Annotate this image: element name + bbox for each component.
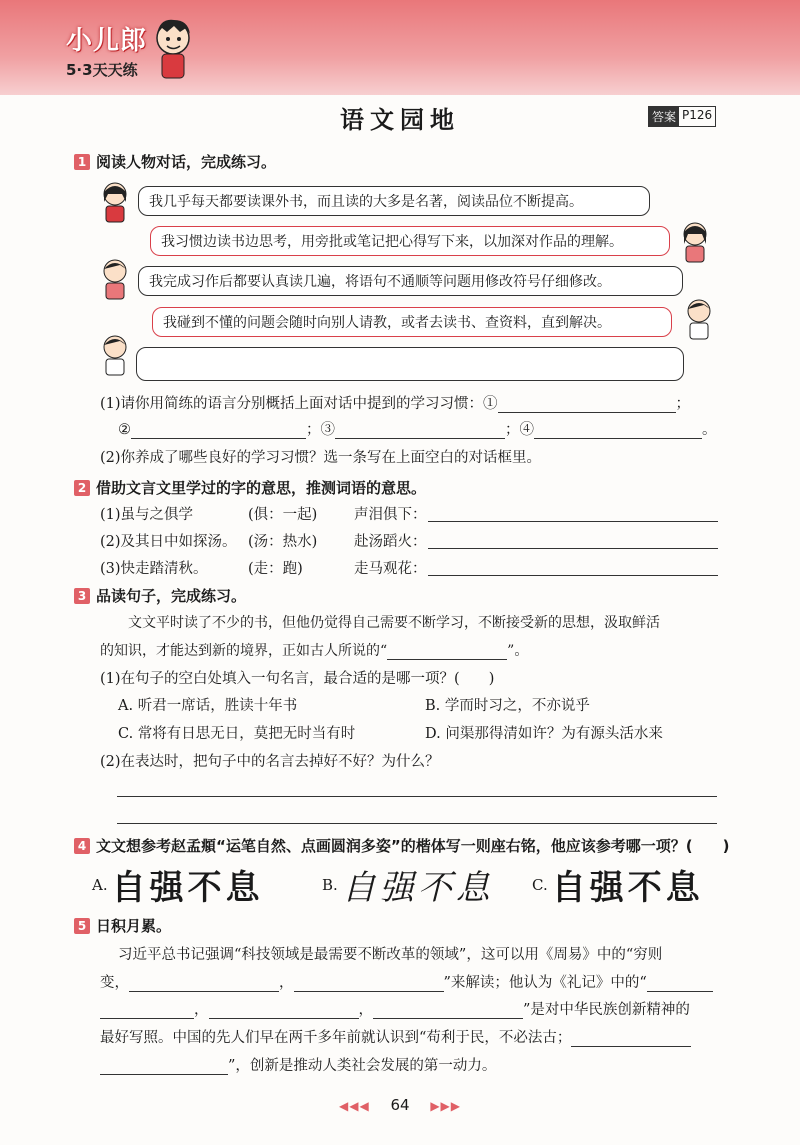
q5-line-1: 习近平总书记强调“科技领域是最需要不断改革的领域”，这可以用《周易》中的“穷则 (118, 947, 663, 963)
q5-heading (74, 915, 171, 936)
answer-line[interactable] (117, 796, 717, 797)
q5-text: ， (279, 975, 294, 991)
q5-text: ”是对中华民族创新精神的 (523, 1002, 690, 1018)
q3-passage-2b: ”。 (507, 643, 529, 659)
q2-row-2-word: 赴汤蹈火： (354, 534, 427, 550)
q3-passage-2a: 的知识，才能达到新的境界，正如古人所说的“ (100, 643, 388, 659)
q1-label-3: ；③ (306, 422, 335, 438)
dialog-bubble-4: 我碰到不懂的问题会随时向别人请教，或者去读书、查资料，直到解决。 (152, 307, 672, 337)
q5-text: 最好写照。中国的先人们早在两千多年前就认识到“苟利于民，不必法古； (100, 1030, 572, 1046)
boy-avatar-icon (98, 257, 132, 301)
answer-blank[interactable] (373, 1002, 523, 1019)
dialog-bubble-1: 我几乎每天都要读课外书，而且读的大多是名著，阅读品位不断提高。 (138, 186, 650, 216)
answer-blank[interactable] (131, 422, 306, 439)
q1-sub1-cont (118, 418, 717, 439)
answer-blank[interactable] (129, 975, 279, 992)
q2-row-3-hint: (走：跑) (248, 561, 303, 577)
answer-blank[interactable] (571, 1030, 691, 1047)
girl-avatar-icon (678, 220, 712, 264)
answer-reference (648, 106, 716, 127)
q4-option-c-label: C. (532, 875, 548, 894)
q4-option-c-text: 自强不息 (551, 868, 704, 908)
q4-option-a-label: A. (92, 875, 108, 894)
q2-number: 2 (74, 480, 90, 496)
answer-line[interactable] (117, 823, 717, 824)
answer-page: P126 (682, 108, 713, 122)
answer-blank[interactable] (335, 422, 505, 439)
q5-text: ”，创新是推动人类社会发展的第一动力。 (228, 1058, 497, 1074)
q5-text: ， (194, 1002, 209, 1018)
q5-line-3 (100, 998, 690, 1019)
q3-option-b[interactable]: B. 学而时习之，不亦说乎 (425, 698, 590, 714)
answer-line[interactable] (428, 575, 718, 576)
boy-avatar-icon (98, 333, 132, 377)
answer-label: 答案 (649, 107, 679, 126)
answer-blank[interactable] (100, 1002, 194, 1019)
q3-heading (74, 585, 246, 606)
logo-sub-text: 5·3天天练 (66, 61, 138, 79)
q2-row-1-word: 声泪俱下： (354, 507, 427, 523)
answer-blank[interactable] (387, 643, 507, 660)
q4-option-b-label: B. (322, 875, 338, 894)
q1-sub1 (100, 392, 690, 413)
q4-option-b[interactable] (322, 860, 494, 909)
answer-line[interactable] (428, 521, 718, 522)
q3-option-d[interactable]: D. 问渠那得清如许？为有源头活水来 (425, 726, 663, 742)
dialog-bubble-3: 我完成习作后都要认真读几遍，将语句不通顺等问题用修改符号仔细修改。 (138, 266, 683, 296)
page-title: 语文园地 (340, 106, 460, 134)
logo-main-text: 小儿郎 (66, 26, 148, 56)
left-arrows-icon: ◀◀◀ (338, 1099, 370, 1113)
mascot-icon (150, 14, 196, 84)
q1-sub2: (2)你养成了哪些良好的学习习惯？选一条写在上面空白的对话框里。 (100, 450, 542, 466)
blank-dialog-bubble[interactable] (136, 347, 684, 381)
q4-option-a[interactable] (92, 860, 264, 909)
q2-row-2-left: (2)及其日中如探汤。 (100, 534, 237, 550)
q1-title: 阅读人物对话，完成练习。 (96, 153, 277, 171)
q2-row-1-left: (1)虽与之俱学 (100, 507, 194, 523)
q5-line-5 (100, 1054, 496, 1075)
q5-number: 5 (74, 918, 90, 934)
q5-line-4 (100, 1026, 691, 1047)
q1-label-2: ② (118, 422, 131, 438)
q5-text: ”来解读；他认为《礼记》中的“ (443, 975, 647, 991)
answer-blank[interactable] (209, 1002, 359, 1019)
q4-number: 4 (74, 838, 90, 854)
q3-sub2: (2)在表达时，把句子中的名言去掉好不好？为什么？ (100, 754, 440, 770)
q5-text: 变， (100, 975, 129, 991)
q1-label-4: ；④ (505, 422, 534, 438)
q2-row-3-word: 走马观花： (354, 561, 427, 577)
q2-row-1-hint: (俱：一起) (248, 507, 318, 523)
q1-sub1-semicolon: ； (675, 396, 691, 412)
boy-avatar-icon (682, 297, 716, 341)
q2-title: 借助文言文里学过的字的意思，推测词语的意思。 (96, 479, 427, 497)
answer-blank[interactable] (498, 396, 676, 413)
dialog-bubble-2: 我习惯边读书边思考，用旁批或笔记把心得写下来，以加深对作品的理解。 (150, 226, 670, 256)
q3-sub1: (1)在句子的空白处填入一句名言，最合适的是哪一项？( ) (100, 671, 495, 687)
q5-text: ， (358, 1002, 373, 1018)
answer-blank[interactable] (534, 422, 702, 439)
q2-heading (74, 477, 426, 498)
q5-title: 日积月累。 (96, 917, 172, 935)
q2-row-3-left: (3)快走踏清秋。 (100, 561, 208, 577)
answer-blank[interactable] (100, 1058, 228, 1075)
right-arrows-icon: ▶▶▶ (430, 1099, 462, 1113)
q1-number: 1 (74, 154, 90, 170)
q3-option-c[interactable]: C. 常将有日思无日，莫把无时当有时 (118, 726, 356, 742)
brand-logo (66, 20, 147, 80)
q3-title: 品读句子，完成练习。 (96, 587, 247, 605)
q4-option-b-text: 自强不息 (341, 868, 494, 908)
q1-sub1-text: (1)请你用简练的语言分别概括上面对话中提到的学习习惯：① (100, 396, 498, 412)
q4-option-c[interactable] (532, 860, 704, 909)
q1-end: 。 (702, 422, 717, 438)
answer-blank[interactable] (294, 975, 444, 992)
answer-blank[interactable] (647, 975, 713, 992)
girl-avatar-icon (98, 180, 132, 224)
q2-row-2-hint: (汤：热水) (248, 534, 318, 550)
q1-heading (74, 151, 276, 172)
page-number: 64 (390, 1096, 410, 1114)
q3-option-a[interactable]: A. 听君一席话，胜读十年书 (118, 698, 298, 714)
q4-title: 文文想参考赵孟頫“运笔自然、点画圆润多姿”的楷体写一则座右铭，他应该参考哪一项？( ) (96, 837, 730, 855)
q3-passage-2 (100, 640, 528, 660)
q3-passage-1: 文文平时读了不少的书，但他仍觉得自己需要不断学习，不断接受新的思想，汲取鲜活 (128, 615, 660, 631)
answer-line[interactable] (428, 548, 718, 549)
q4-option-a-text: 自强不息 (111, 868, 264, 908)
q4-heading (74, 835, 729, 856)
page-footer (0, 1096, 800, 1114)
q3-number: 3 (74, 588, 90, 604)
q5-line-2 (100, 971, 713, 992)
